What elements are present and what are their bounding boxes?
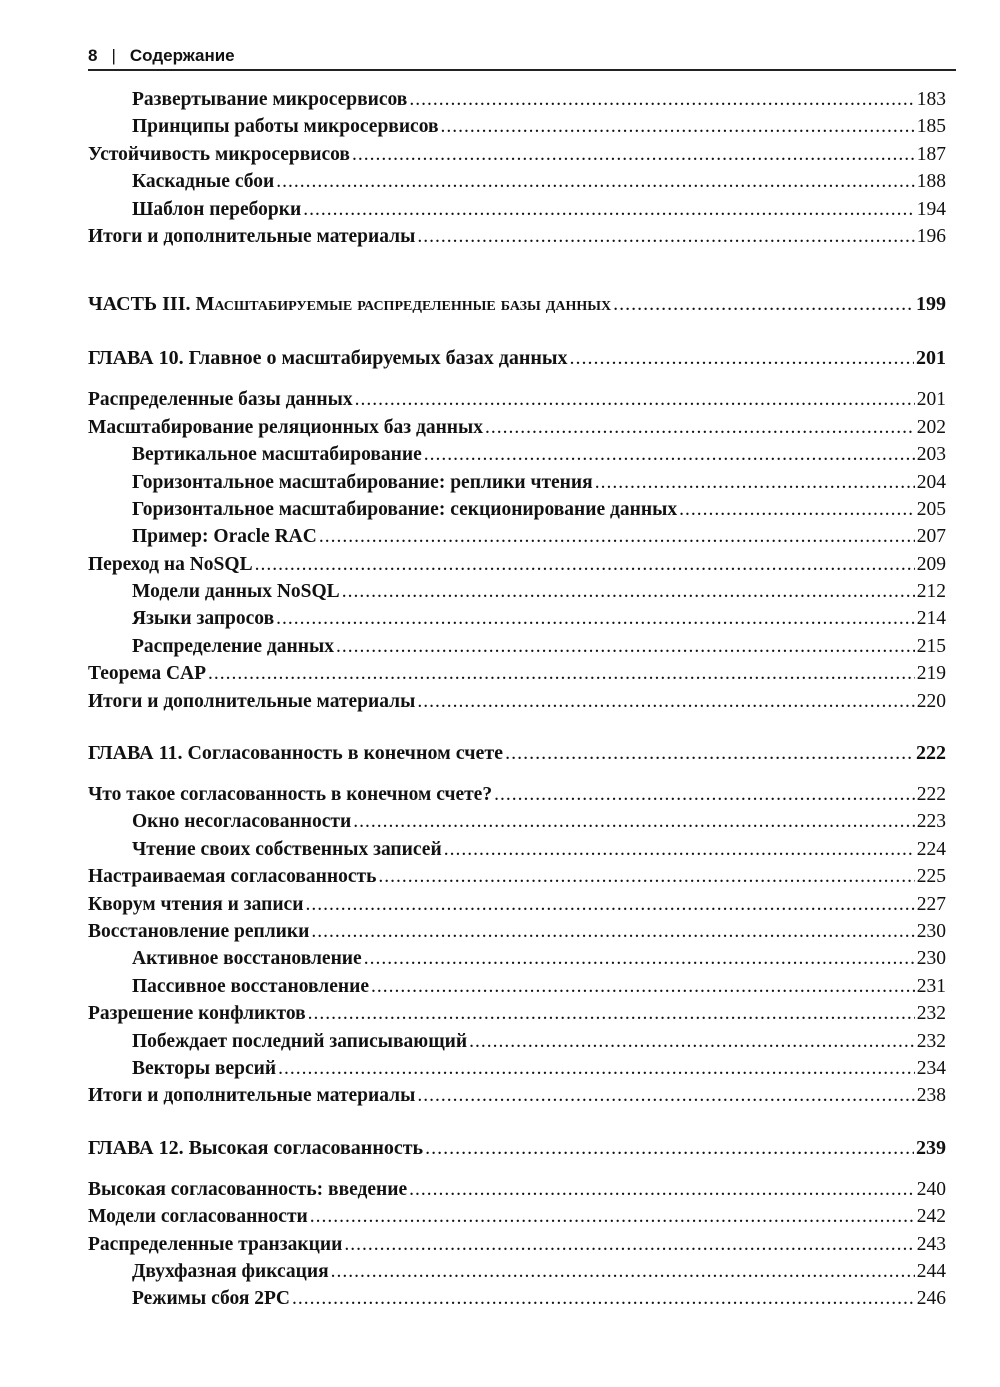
toc-entry-title: ЧАСТЬ III. Масштабируемые распределенные базы данных: [88, 293, 612, 316]
toc-entry-page: 225: [916, 866, 946, 888]
leader-dots: [292, 1285, 915, 1312]
toc-entry-title: Шаблон переборки: [132, 198, 302, 220]
toc-entry: [88, 660, 946, 687]
toc-entry: [88, 496, 946, 523]
leader-dots: [353, 808, 915, 835]
leader-dots: [444, 836, 915, 863]
leader-dots: [378, 863, 914, 890]
leader-dots: [441, 113, 915, 140]
toc-entry-title: Итоги и дополнительные материалы: [88, 690, 416, 712]
leader-dots: [595, 469, 915, 496]
toc-entry-page: 246: [916, 1288, 946, 1310]
toc-entry-page: 242: [916, 1206, 946, 1228]
toc-entry-title: ГЛАВА 10. Главное о масштабируемых базах данных: [88, 347, 568, 370]
toc-entry: [88, 113, 946, 140]
leader-dots: [613, 280, 914, 328]
leader-dots: [336, 633, 915, 660]
leader-dots: [417, 1082, 914, 1109]
toc-entry: [88, 86, 946, 113]
leader-dots: [417, 688, 914, 715]
toc-entry: [88, 223, 946, 250]
toc-entry: [88, 1231, 946, 1258]
toc-entry-page: 209: [916, 553, 946, 575]
running-head: [88, 46, 956, 71]
toc-entry-page: 232: [916, 1030, 946, 1052]
table-of-contents: [88, 86, 946, 1313]
toc-entry-page: 205: [916, 498, 946, 520]
leader-dots: [425, 1124, 914, 1172]
page-number: 8: [88, 46, 98, 65]
toc-part-heading: [88, 280, 946, 328]
toc-entry-page: 201: [916, 347, 946, 370]
toc-entry-page: 223: [916, 811, 946, 833]
toc-entry-title: Вертикальное масштабирование: [132, 444, 422, 466]
leader-dots: [278, 1055, 915, 1082]
toc-entry-page: 183: [916, 89, 946, 110]
toc-entry-page: 185: [916, 116, 946, 138]
toc-entry: [88, 863, 946, 890]
toc-entry: [88, 973, 946, 1000]
leader-dots: [305, 891, 914, 918]
header-separator: |: [111, 46, 116, 65]
toc-entry: [88, 891, 946, 918]
leader-dots: [255, 551, 915, 578]
toc-entry-title: Итоги и дополнительные материалы: [88, 225, 416, 247]
toc-entry-title: Каскадные сбои: [132, 171, 275, 193]
toc-entry: [88, 836, 946, 863]
toc-entry-page: 199: [916, 293, 946, 316]
toc-entry-title: Режимы сбоя 2PC: [132, 1288, 290, 1310]
toc-entry-title: Развертывание микросервисов: [132, 89, 408, 110]
leader-dots: [355, 386, 915, 413]
toc-entry-page: 231: [916, 975, 946, 997]
toc-entry-title: Переход на NoSQL: [88, 553, 253, 575]
toc-entry-title: Настраиваемая согласованность: [88, 866, 377, 888]
toc-entry-title: Что такое согласованность в конечном счете?: [88, 784, 493, 806]
toc-entry: [88, 141, 946, 168]
toc-entry-page: 244: [916, 1260, 946, 1282]
toc-entry-page: 204: [916, 471, 946, 493]
section-title: Содержание: [129, 46, 235, 65]
toc-entry: [88, 168, 946, 195]
toc-entry-title: Разрешение конфликтов: [88, 1003, 306, 1025]
toc-entry-page: 201: [916, 389, 946, 411]
toc-entry-page: 222: [916, 784, 946, 806]
toc-entry: [88, 945, 946, 972]
toc-entry: [88, 1176, 946, 1203]
toc-entry: [88, 1285, 946, 1312]
toc-entry-page: 232: [916, 1003, 946, 1025]
toc-entry-page: 234: [916, 1057, 946, 1079]
toc-entry: [88, 688, 946, 715]
leader-dots: [331, 1258, 915, 1285]
toc-entry: [88, 578, 946, 605]
toc-entry: [88, 414, 946, 441]
leader-dots: [505, 729, 914, 777]
toc-entry-title: Горизонтальное масштабирование: реплики чтения: [132, 471, 593, 493]
toc-entry: [88, 386, 946, 413]
toc-entry: [88, 196, 946, 223]
toc-entry-page: 239: [916, 1136, 946, 1159]
toc-entry: [88, 1082, 946, 1109]
leader-dots: [679, 496, 915, 523]
leader-dots: [424, 441, 915, 468]
toc-entry-title: ГЛАВА 12. Высокая согласованность: [88, 1136, 424, 1159]
toc-entry-title: Окно несогласованности: [132, 811, 352, 833]
toc-entry-page: 196: [916, 225, 946, 247]
leader-dots: [276, 605, 915, 632]
leader-dots: [319, 523, 915, 550]
toc-entry-page: 220: [916, 690, 946, 712]
toc-entry-title: Пассивное восстановление: [132, 975, 370, 997]
toc-entry-page: 202: [916, 416, 946, 438]
toc-entry-page: 207: [916, 526, 946, 548]
toc-entry-page: 203: [916, 444, 946, 466]
toc-entry-title: Модели данных NoSQL: [132, 581, 340, 603]
toc-entry-page: 187: [916, 143, 946, 165]
leader-dots: [469, 1028, 915, 1055]
toc-entry-page: 230: [916, 920, 946, 942]
leader-dots: [310, 1203, 915, 1230]
toc-entry-title: Высокая согласованность: введение: [88, 1178, 408, 1200]
toc-entry-page: 227: [916, 893, 946, 915]
toc-entry-page: 224: [916, 838, 946, 860]
leader-dots: [342, 578, 915, 605]
toc-entry: [88, 633, 946, 660]
toc-entry-title: Распределенные базы данных: [88, 389, 353, 411]
toc-entry-title: Побеждает последний записывающий: [132, 1030, 468, 1052]
toc-entry-title: Двухфазная фиксация: [132, 1260, 329, 1282]
toc-entry: [88, 469, 946, 496]
toc-entry: [88, 808, 946, 835]
toc-entry-title: Восстановление реплики: [88, 920, 310, 942]
toc-entry-title: Принципы работы микросервисов: [132, 116, 439, 138]
toc-entry-title: ГЛАВА 11. Согласованность в конечном счете: [88, 742, 504, 765]
toc-chapter-heading: [88, 334, 946, 382]
toc-entry: [88, 551, 946, 578]
toc-entry-title: Языки запросов: [132, 608, 275, 630]
leader-dots: [417, 223, 914, 250]
toc-entry-page: 214: [916, 608, 946, 630]
toc-entry-title: Теорема CAP: [88, 663, 207, 685]
toc-entry: [88, 781, 946, 808]
toc-entry-page: 219: [916, 663, 946, 685]
leader-dots: [371, 973, 915, 1000]
leader-dots: [569, 334, 914, 382]
toc-entry-title: Устойчивость микросервисов: [88, 143, 350, 165]
toc-entry: [88, 1000, 946, 1027]
toc-entry: [88, 1055, 946, 1082]
leader-dots: [352, 141, 915, 168]
toc-entry-title: Модели согласованности: [88, 1206, 308, 1228]
leader-dots: [303, 196, 915, 223]
toc-entry-title: Активное восстановление: [132, 948, 362, 970]
toc-entry-page: 238: [916, 1085, 946, 1107]
toc-entry-title: Масштабирование реляционных баз данных: [88, 416, 484, 438]
toc-chapter-heading: [88, 729, 946, 777]
toc-entry-page: 243: [916, 1233, 946, 1255]
toc-entry: [88, 1203, 946, 1230]
toc-entry-page: 212: [916, 581, 946, 603]
toc-entry: [88, 1028, 946, 1055]
toc-entry-page: 230: [916, 948, 946, 970]
toc-entry-title: Векторы версий: [132, 1057, 277, 1079]
toc-entry-title: Кворум чтения и записи: [88, 893, 304, 915]
toc-entry: [88, 1258, 946, 1285]
toc-entry-title: Распределенные транзакции: [88, 1233, 343, 1255]
toc-entry-title: Горизонтальное масштабирование: секционирование данных: [132, 498, 678, 520]
leader-dots: [364, 945, 915, 972]
toc-entry-page: 194: [916, 198, 946, 220]
toc-entry-page: 222: [916, 742, 946, 765]
toc-entry: [88, 605, 946, 632]
toc-entry: [88, 441, 946, 468]
toc-entry: [88, 523, 946, 550]
toc-entry-page: 240: [916, 1178, 946, 1200]
leader-dots: [311, 918, 914, 945]
toc-entry: [88, 918, 946, 945]
toc-entry-title: Чтение своих собственных записей: [132, 838, 442, 860]
leader-dots: [485, 414, 915, 441]
toc-entry-title: Итоги и дополнительные материалы: [88, 1085, 416, 1107]
toc-entry-page: 188: [916, 171, 946, 193]
leader-dots: [276, 168, 915, 195]
toc-entry-title: Распределение данных: [132, 635, 334, 657]
leader-dots: [409, 86, 914, 113]
toc-chapter-heading: [88, 1124, 946, 1172]
leader-dots: [409, 1176, 915, 1203]
leader-dots: [308, 1000, 915, 1027]
leader-dots: [208, 660, 915, 687]
toc-entry-title: Пример: Oracle RAC: [132, 526, 317, 548]
leader-dots: [494, 781, 915, 808]
toc-entry-page: 215: [916, 635, 946, 657]
leader-dots: [344, 1231, 914, 1258]
